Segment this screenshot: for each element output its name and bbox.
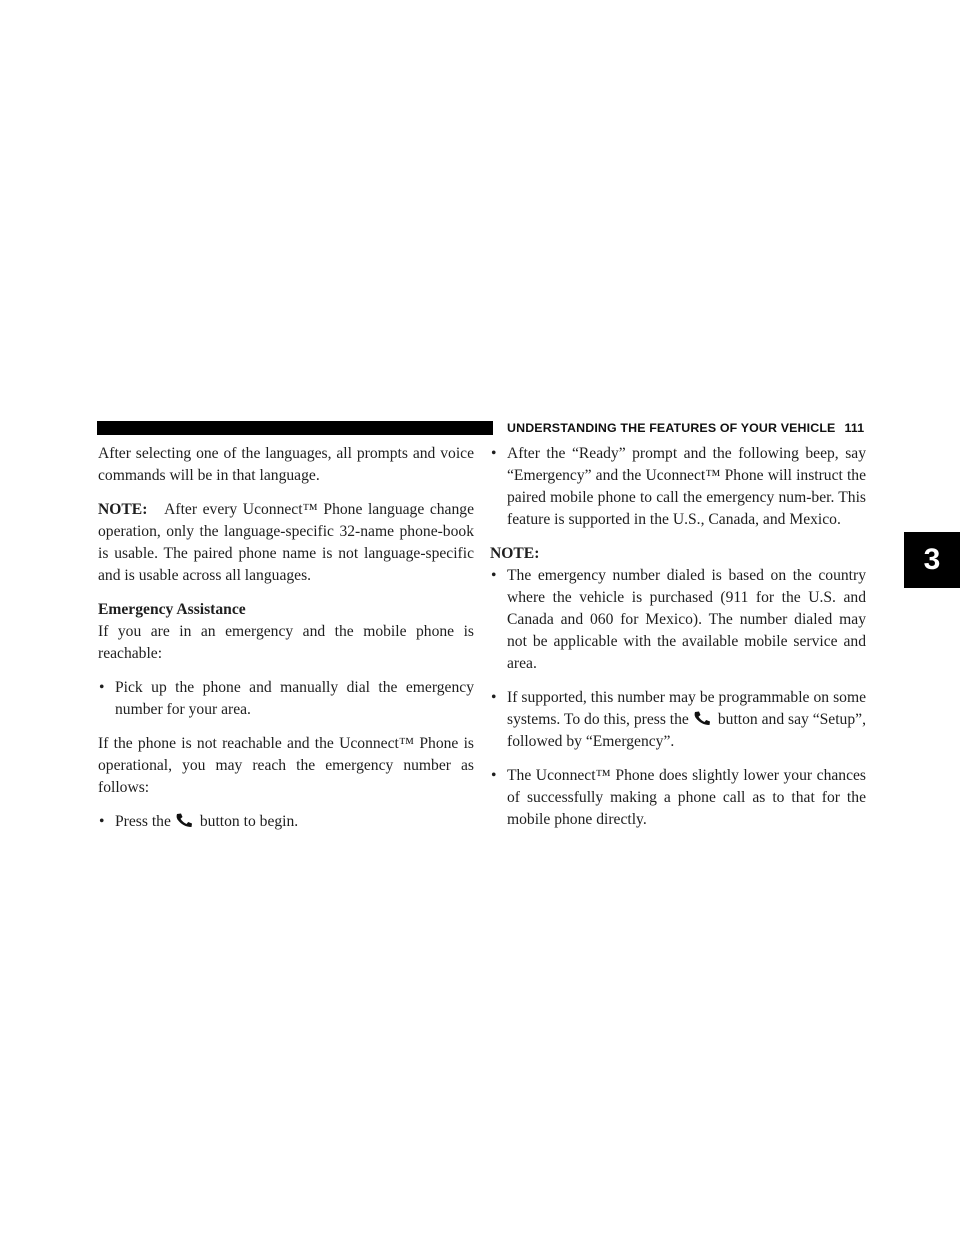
chapter-tab: 3 — [904, 532, 960, 588]
phone-handset-icon — [174, 812, 194, 828]
list-item: • If supported, this number may be programmable on some systems. To do this, press the button and say “Setup”, followed by “Emergency”. — [490, 687, 866, 753]
list-item: • The emergency number dialed is based on the country where the vehicle is purchased (911 for the U.S. and Canada and 060 for Mexico). The number dialed may not be applicable with the available mobile service and area. — [490, 565, 866, 675]
right-column — [490, 443, 866, 831]
paragraph-languages: After selecting one of the languages, all prompts and voice commands will be in that language. — [98, 445, 474, 484]
page-number: 111 — [844, 421, 865, 435]
list-item: • The Uconnect™ Phone does slightly lower your chances of successfully making a phone call as to that for the mobile phone directly. — [490, 765, 866, 831]
paragraph-not-reachable: If the phone is not reachable and the Uconnect™ Phone is operational, you may reach the emergency number as follows: — [98, 735, 474, 796]
bullet-list — [98, 677, 474, 721]
left-column — [98, 443, 474, 833]
running-header — [507, 418, 864, 438]
note-paragraph — [98, 499, 474, 587]
note-label: NOTE: — [490, 545, 540, 562]
bullet-list — [98, 811, 474, 833]
note-text: After every Uconnect™ Phone language change operation, only the language-specific 32-name phone-book is usable. The paired phone name is not language-specific and is usable across all languages. — [98, 501, 474, 584]
list-item: • Press the button to begin. — [98, 811, 474, 833]
section-heading: Emergency Assistance — [98, 601, 246, 618]
phone-handset-icon — [692, 710, 712, 726]
bullet-list — [490, 565, 866, 831]
note-label: NOTE: — [98, 501, 148, 518]
list-item: • After the “Ready” prompt and the following beep, say “Emergency” and the Uconnect™ Phone will instruct the paired mobile phone to call the emergency num-ber. This feature is supported in the U.S., Canada, and Mexico. — [490, 443, 866, 531]
paragraph-reachable: If you are in an emergency and the mobile phone is reachable: — [98, 623, 474, 662]
section-title: UNDERSTANDING THE FEATURES OF YOUR VEHICLE — [507, 421, 836, 435]
header-rule — [97, 421, 493, 435]
bullet-list — [490, 443, 866, 531]
list-item: • Pick up the phone and manually dial the emergency number for your area. — [98, 677, 474, 721]
